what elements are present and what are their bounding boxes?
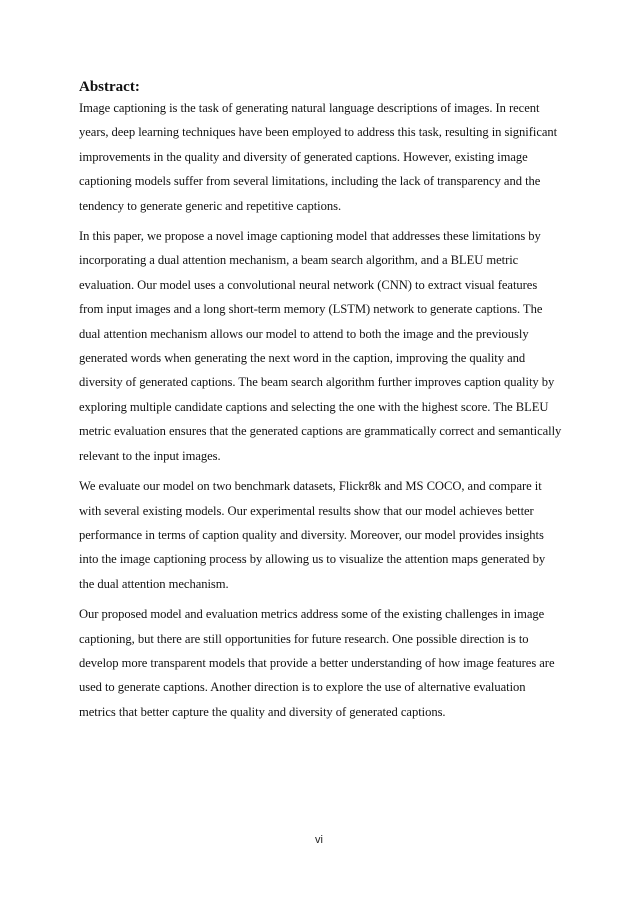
- abstract-paragraph-2: In this paper, we propose a novel image captioning model that addresses these limitations by incorporating a dual attention mechanism, a beam search algorithm, and a BLEU metric evaluation. Our model uses a convolutional neural network (CNN) to extract visual features from input images and a long short-term memory (LSTM) network to generate captions. The dual attention mechanism allows our model to attend to both the image and the previously generated words when generating the next word in the caption, improving the quality and diversity of generated captions. The beam search algorithm further improves caption quality by exploring multiple candidate captions and selecting the one with the highest score. The BLEU metric evaluation ensures that the generated captions are grammatically correct and semantically relevant to the input images.: [79, 229, 562, 463]
- abstract-paragraph-1: Image captioning is the task of generating natural language descriptions of images. In recent years, deep learning techniques have been employed to address this task, resulting in significant improvements in the quality and diversity of generated captions. However, existing image captioning models suffer from several limitations, including the lack of transparency and the tendency to generate generic and repetitive captions.: [79, 101, 558, 213]
- abstract-paragraph-4: Our proposed model and evaluation metrics address some of the existing challenges in image captioning, but there are still opportunities for future research. One possible direction is to develop more transparent models that provide a better understanding of how image features are used to generate captions. Another direction is to explore the use of alternative evaluation metrics that better capture the quality and diversity of generated captions.: [79, 607, 555, 719]
- abstract-section: [79, 78, 563, 730]
- abstract-paragraph-3: We evaluate our model on two benchmark datasets, Flickr8k and MS COCO, and compare it with several existing models. Our experimental results show that our model achieves better performance in terms of caption quality and diversity. Moreover, our model provides insights into the image captioning process by allowing us to visualize the attention maps generated by the dual attention mechanism.: [79, 479, 546, 591]
- abstract-heading: Abstract:: [79, 79, 140, 95]
- page-number: vi: [315, 834, 323, 846]
